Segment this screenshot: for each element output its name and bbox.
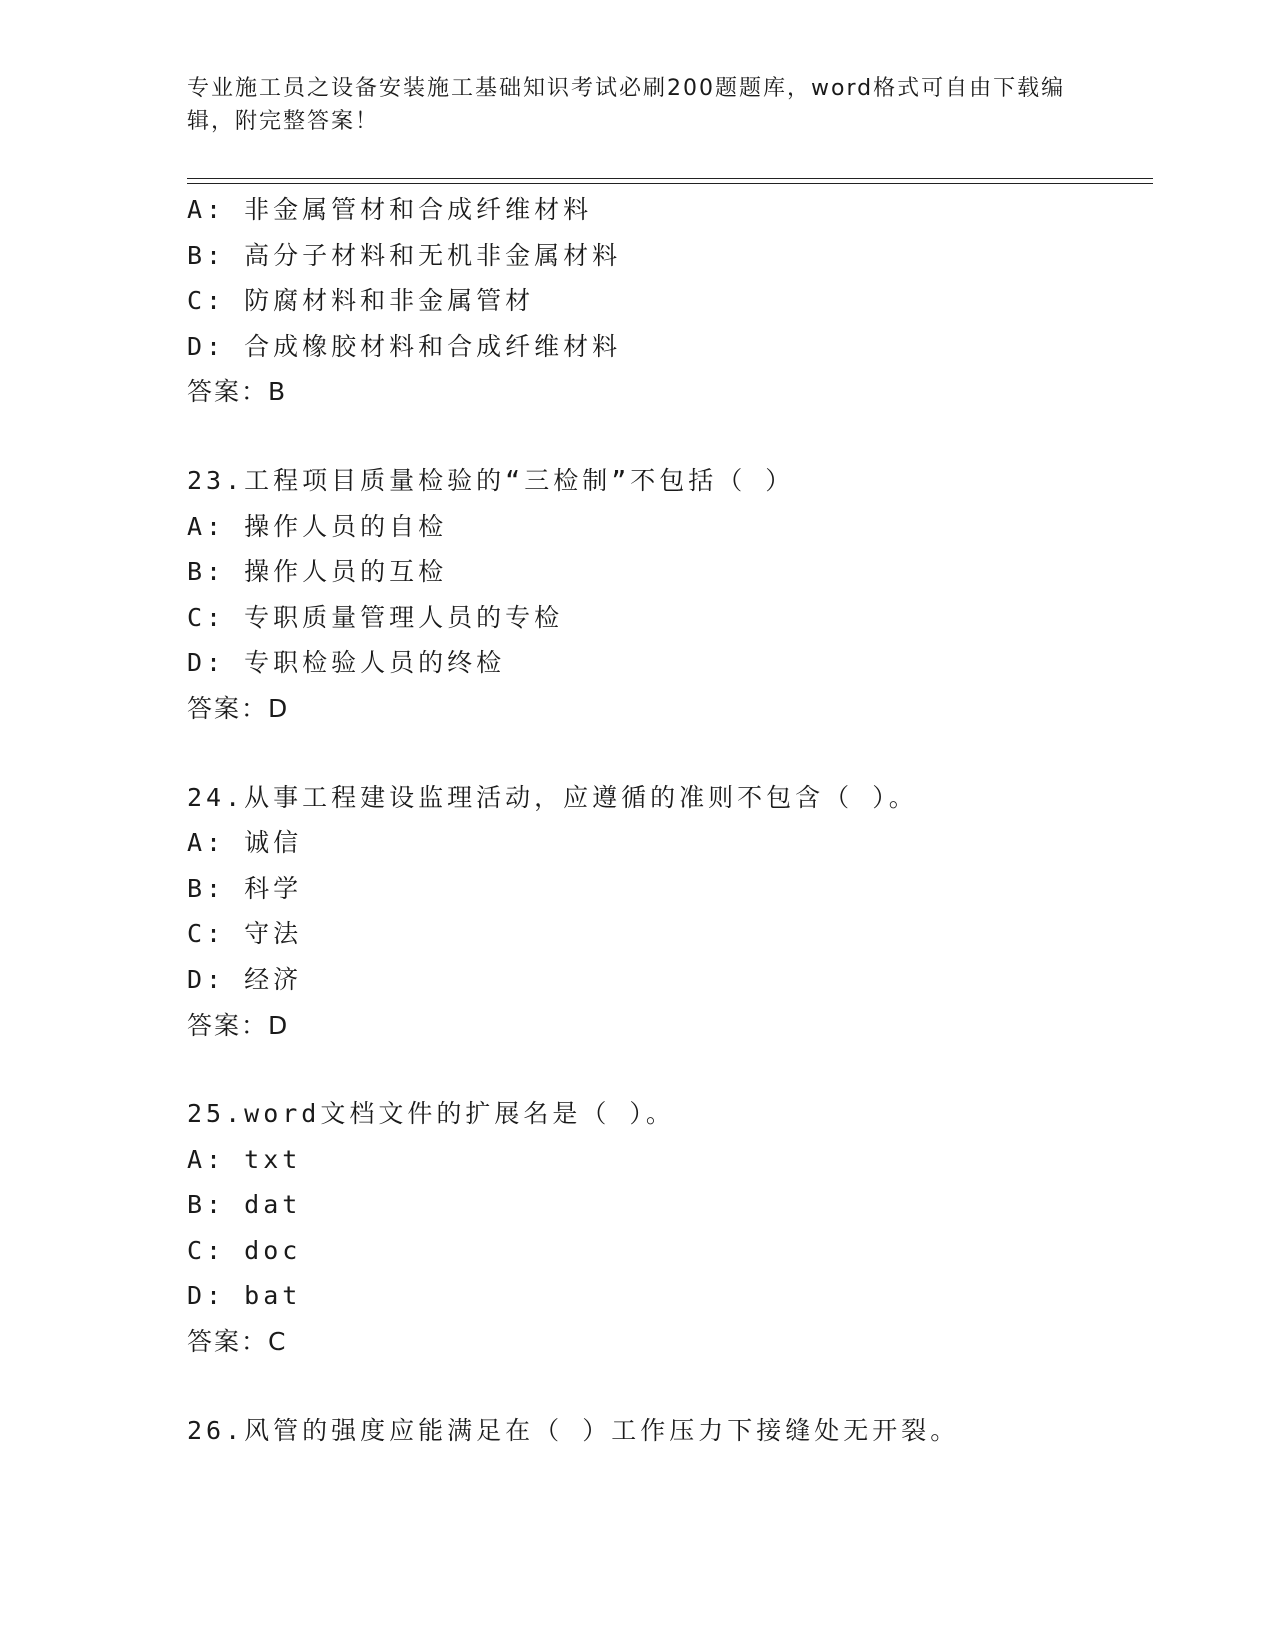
spacer <box>187 1048 1153 1091</box>
option-a: A: 非金属管材和合成纤维材料 <box>187 195 593 224</box>
question-stem: 24.从事工程建设监理活动，应遵循的准则不包含（ ）。 <box>187 782 918 812</box>
question-25 <box>187 1091 1153 1365</box>
question-23 <box>187 458 1153 732</box>
question-22-continued <box>187 187 1153 415</box>
header-divider-top <box>187 178 1153 179</box>
option-a: A: 操作人员的自检 <box>187 511 448 541</box>
option-a: A: 诚信 <box>187 828 303 858</box>
option-b: B: 高分子材料和无机非金属材料 <box>187 240 622 270</box>
spacer <box>187 732 1153 775</box>
option-d: D: 专职检验人员的终检 <box>187 648 506 678</box>
option-b: B: 操作人员的互检 <box>187 557 448 587</box>
question-stem: 23.工程项目质量检验的“三检制”不包括（ ） <box>187 465 795 495</box>
option-a: A: txt <box>187 1144 302 1174</box>
option-b: B: dat <box>187 1190 302 1220</box>
option-b: B: 科学 <box>187 873 303 903</box>
option-d: D: 经济 <box>187 964 303 994</box>
option-d: D: bat <box>187 1281 302 1311</box>
option-c: C: 专职质量管理人员的专检 <box>187 602 564 632</box>
answer: 答案：C <box>187 1327 288 1357</box>
question-26 <box>187 1408 1153 1454</box>
spacer <box>187 415 1153 458</box>
option-c: C: 防腐材料和非金属管材 <box>187 286 535 316</box>
question-stem: 26.风管的强度应能满足在（ ）工作压力下接缝处无开裂。 <box>187 1415 960 1445</box>
option-c: C: doc <box>187 1235 302 1265</box>
answer: 答案：B <box>187 377 288 407</box>
answer: 答案：D <box>187 1010 290 1040</box>
question-stem: 25.word文档文件的扩展名是（ ）。 <box>187 1099 675 1129</box>
answer: 答案：D <box>187 693 290 723</box>
question-24 <box>187 775 1153 1049</box>
header-divider-bottom <box>187 183 1153 184</box>
document-header: 专业施工员之设备安装施工基础知识考试必刷200题题库，word格式可自由下载编辑，附完整答案！ <box>187 76 1066 134</box>
question-content <box>187 187 1153 1453</box>
spacer <box>187 1365 1153 1408</box>
option-d: D: 合成橡胶材料和合成纤维材料 <box>187 331 622 361</box>
option-c: C: 守法 <box>187 919 303 949</box>
